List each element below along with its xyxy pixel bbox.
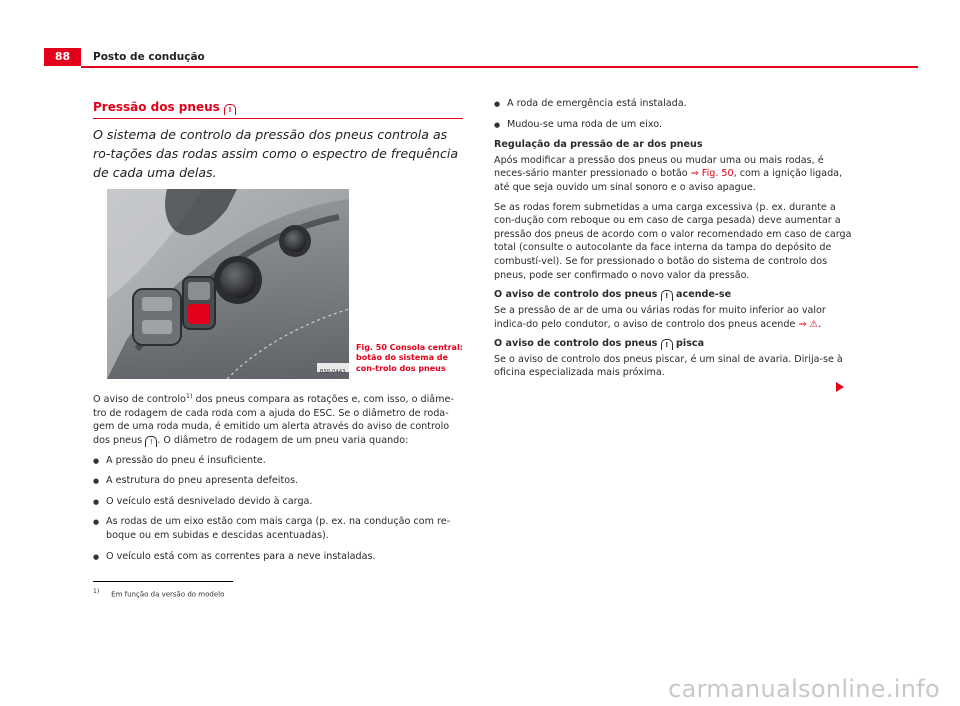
- tire-pressure-warning-icon: !: [145, 436, 157, 447]
- figure-code: B5P-0443: [320, 369, 346, 375]
- list-item: ● A estrutura do pneu apresenta defeitos.: [93, 474, 463, 488]
- chapter-title: Posto de condução: [93, 51, 205, 63]
- left-paragraph: [93, 392, 463, 448]
- text-run: , com a ignição ligada, até que seja ouvido um sinal sonoro e o aviso apague.: [494, 168, 843, 194]
- footnote-text: Em função da versão do modelo: [111, 590, 225, 599]
- left-bullet-list: [93, 454, 463, 564]
- footnote-ref: 1): [185, 392, 193, 400]
- right-paragraph: [494, 304, 854, 331]
- footnote-marker: 1): [93, 588, 100, 595]
- right-paragraph: [494, 154, 854, 195]
- subheading-warning-on: [494, 288, 854, 302]
- text-run: . O diâmetro de rodagem de um pneu varia quando:: [157, 435, 409, 447]
- page-number: 88: [44, 48, 81, 66]
- text-run: O aviso de controlo dos pneus: [494, 289, 661, 301]
- subheading-regulation: Regulação da pressão de ar dos pneus: [494, 139, 703, 151]
- text-run: O aviso de controlo dos pneus: [494, 338, 661, 350]
- list-item: ● A roda de emergência está instalada.: [494, 97, 854, 111]
- right-paragraph: Se o aviso de controlo dos pneus piscar, é um sinal de avaria. Dirija-se à oficina especializada mais próxima.: [494, 353, 843, 379]
- right-bullet-list: [494, 97, 854, 131]
- left-column: [93, 392, 463, 570]
- right-paragraph: Se as rodas forem submetidas a uma carga excessiva (p. ex. durante a con-dução com reboque ou em caso de carga pesada) deve aumentar a pressão dos pneus de acordo com o valor recomendado em caso de carga total (consulte o autocolante da face interna da tampa do depósito de combustí-vel). Se for pressionado o botão do sistema de controlo dos pneus, pode ser confirmado o novo valor da pressão.: [494, 201, 852, 281]
- list-item: ● O veículo está desnivelado devido à carga.: [93, 495, 463, 509]
- list-item: ● As rodas de um eixo estão com mais carga (p. ex. na condução com re-boque ou em subidas e descidas acentuadas).: [93, 515, 463, 542]
- text-run: pisca: [672, 338, 705, 350]
- list-item: ● O veículo está com as correntes para a neve instaladas.: [93, 550, 463, 564]
- text-run: dos pneus compara as rotações e, com isso, o diâme-tro de rodagem de cada roda com a ajuda do ESC. Se o diâmetro de roda-gem de uma roda muda, é emitido um alerta através do aviso de controlo dos pneus: [93, 394, 454, 447]
- section-intro: O sistema de controlo da pressão dos pneus controla as ro-tações das rodas assim como o espectro de frequência de cada uma delas.: [93, 127, 459, 180]
- watermark: carmanualsonline.info: [668, 675, 940, 703]
- footnote-rule: [93, 581, 233, 582]
- list-item: ● Mudou-se uma roda de um eixo.: [494, 118, 854, 132]
- warning-triangle-icon: ⚠: [809, 318, 819, 330]
- tire-pressure-warning-icon: !: [661, 339, 673, 350]
- text-run: acende-se: [672, 289, 732, 301]
- header-rule: [81, 66, 918, 68]
- center-console-photo: [107, 189, 349, 379]
- footnote: [93, 588, 224, 600]
- figure-caption: Fig. 50 Consola central: botão do sistema de con-trolo dos pneus: [356, 343, 463, 373]
- continue-arrow-icon: [836, 382, 844, 392]
- text-run: .: [818, 318, 822, 330]
- tire-pressure-warning-icon: !: [224, 104, 236, 115]
- figure-link[interactable]: ⇒ Fig. 50: [690, 168, 734, 180]
- subheading-warning-flashing: [494, 337, 854, 351]
- text-run: O aviso de controlo: [93, 394, 186, 406]
- text-run: Se a pressão de ar de uma ou várias rodas for muito inferior ao valor indica-do pelo condutor, o aviso de controlo dos pneus acende: [494, 304, 826, 330]
- section-title: [93, 99, 463, 119]
- right-column: [494, 97, 854, 386]
- text-run: Após modificar a pressão dos pneus ou mudar uma ou mais rodas, é neces-sário manter pressionado o botão: [494, 154, 824, 180]
- tire-pressure-warning-icon: !: [661, 290, 673, 301]
- list-item: ● A pressão do pneu é insuficiente.: [93, 454, 463, 468]
- warning-link[interactable]: ⇒: [798, 318, 807, 330]
- section-title-text: Pressão dos pneus: [93, 100, 220, 114]
